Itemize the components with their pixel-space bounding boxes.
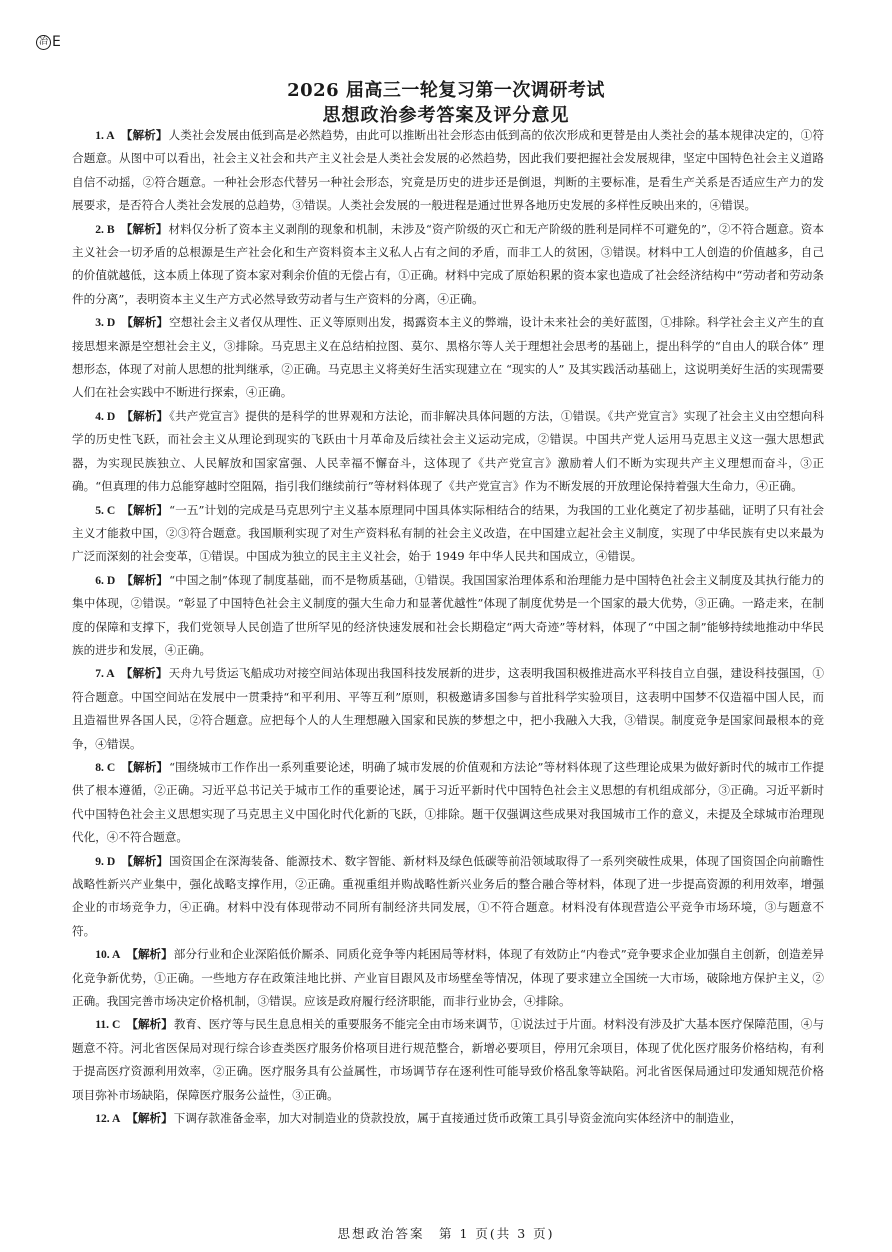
answer-item [72, 1013, 824, 1107]
analysis-text: “一五”计划的完成是马克思列宁主义基本原理同中国具体实际相结合的结果，为我国的工业化奠定了初步基础，证明了只有社会主义才能救中国，②③符合题意。我国顺利实现了对生产资料私有制的社会主义改造，在中国建立起社会主义制度，实现了中华民族有史以来最为广泛而深刻的社会变革，①错误。中国成为独立的民主主义社会，始于 1949 年中华人民共和国成立，④错误。 [72, 502, 825, 564]
analysis-text: “围绕城市工作作出一系列重要论述，明确了城市发展的价值观和方法论”等材料体现了这些理论成果为做好新时代的城市工作提供了根本遵循，②正确。习近平总书记关于城市工作的重要论述，属于习近平新时代中国特色社会主义思想的有机组成部分，③正确。习近平新时代中国特色社会主义思想实现了马克思主义中国化时代化新的飞跃，①排除。题干仅强调这些成果对我国城市工作的意义，未提及全球城市治理现代化，④不符合题意。 [72, 759, 825, 845]
answer-letter: B [106, 222, 115, 236]
answer-item [72, 850, 824, 944]
question-number: 11. [95, 1018, 112, 1032]
answer-letter: C [106, 503, 116, 517]
answer-item [72, 311, 824, 405]
answer-item [72, 218, 824, 312]
answer-letter: D [106, 316, 116, 330]
analysis-tag: 【解析】 [121, 502, 169, 517]
analysis-text: 空想社会主义者仅从理性、正义等原则出发，揭露资本主义的弊端，设计未来社会的美好蓝图，①排除。科学社会主义产生的直接思想来源是空想社会主义，③排除。马克思主义在总结柏拉图、莫尔、黑格尔等人关于理想社会思考的基础上，提出科学的“自由人的联合体” 理想形态，体现了对前人思想的批判继承，②正确。马克思主义将美好生活实现建立在 “现实的人” 及其实践活动基础上，这说明美好生活的实现需要人们在社会实践中不断进行探索，④正确。 [72, 315, 824, 400]
answer-item [72, 569, 824, 663]
answer-item [72, 124, 824, 218]
analysis-tag: 【解析】 [121, 759, 169, 774]
analysis-text: 天舟九号货运飞船成功对接空间站体现出我国科技发展新的进步，这表明我国积极推进高水平科技自立自强，建设科技强国，①符合题意。中国空间站在发展中一贯秉持“和平利用、平等互利”原则，积极邀请多国参与首批科学实验项目，这表明中国梦不仅造福中国人民，而且造福世界各国人民，②符合题意。应把每个人的人生理想融入国家和民族的梦想之中，把小我融入大我，③错误。制度竞争是国家间最根本的竞争，④错误。 [72, 666, 824, 751]
analysis-text: “中国之制”体现了制度基础，而不是物质基础，①错误。我国国家治理体系和治理能力是中国特色社会主义制度及其执行能力的集中体现，②错误。“彰显了中国特色社会主义制度的强大生命力和显著优越性”体现了制度优势是一个国家的最大优势，③正确。一路走来，在制度的保障和支撑下，我们党领导人民创造了世所罕见的经济快速发展和社会长期稳定“两大奇迹”等材料，体现了“中国之制”能够持续地推动中华民族的进步和发展，④正确。 [72, 572, 825, 657]
analysis-text: 部分行业和企业深陷低价厮杀、同质化竞争等内耗困局等材料，体现了有效防止“内卷式”竞争要求企业加强自主创新，创造差异化竞争新优势，①正确。一些地方存在政策洼地比拼、产业盲目跟风及市场壁垒等情况，体现了要求建立全国统一大市场，破除地方保护主义，②正确。我国完善市场决定价格机制，③错误。应该是政府履行经济职能，而非行业协会，④排除。 [72, 947, 824, 1009]
question-number: 9. [95, 854, 107, 868]
answer-letter: C [106, 760, 116, 774]
question-number: 4. [95, 409, 107, 423]
answer-item [72, 943, 824, 1013]
answer-letter: C [111, 1018, 121, 1032]
answer-item [72, 405, 824, 499]
answer-item [72, 662, 824, 756]
page-footer: 思想政治答案 第 1 页(共 3 页) [337, 1226, 555, 1241]
question-number: 8. [95, 760, 107, 774]
analysis-text: 下调存款准备金率，加大对制造业的贷款投放，属于直接通过货币政策工具引导资金流向实体经济中的制造业， [173, 1111, 742, 1126]
analysis-tag: 【解析】 [126, 1111, 173, 1126]
question-number: 12. [95, 1112, 112, 1126]
corner-letter: E [52, 34, 61, 50]
answer-letter: D [106, 409, 116, 423]
analysis-text: 人类社会发展由低到高是必然趋势，由此可以推断出社会形态由低到高的依次形成和更替是由人类社会的基本规律决定的，①符合题意。从图中可以看出，社会主义社会和共产主义社会是人类社会发展的必然趋势，因此我们要把握社会发展规律，坚定中国特色社会主义道路自信不动摇，②符合题意。一种社会形态代替另一种社会形态，究竟是历史的进步还是倒退，判断的主要标准，是看生产关系是否适应生产力的发展要求，是否符合人类社会发展的总趋势，③错误。人类社会发展的一般进程是通过世界各地历史发展的多样性反映出来的，④错误。 [72, 128, 824, 213]
analysis-tag: 【解析】 [120, 128, 168, 142]
answer-list [72, 124, 824, 1130]
answer-letter: A [106, 667, 115, 681]
analysis-tag: 【解析】 [121, 408, 169, 423]
answer-title: 思想政治参考答案及评分意见 [322, 105, 570, 126]
answer-letter: D [106, 854, 116, 868]
analysis-text: 教育、医疗等与民生息息相关的重要服务不能完全由市场来调节，①说法过于片面。材料没有涉及扩大基本医疗保障范围，④与题意不符。河北省医保局对现行综合诊查类医疗服务价格项目进行规范整合，新增必要项目，停用冗余项目，体现了优化医疗服务价格结构，有利于提高医疗资源利用效率，②正确。医疗服务具有公益属性，市场调节存在逐利性可能导致价格乱象等缺陷。河北省医保局通过印发通知规范价格项目弥补市场缺陷，保障医疗服务公益性，③正确。 [72, 1017, 824, 1102]
circled-char: 冶 [36, 35, 51, 50]
question-number: 1. [95, 129, 107, 142]
answer-item [72, 499, 824, 569]
question-number: 7. [95, 667, 107, 681]
analysis-tag: 【解析】 [126, 1017, 173, 1032]
answer-item [72, 756, 824, 850]
analysis-tag: 【解析】 [121, 315, 169, 330]
analysis-tag: 【解析】 [121, 572, 169, 587]
answer-letter: A [106, 129, 115, 142]
analysis-text: 《共产党宣言》提供的是科学的世界观和方法论，而非解决具体问题的方法，①错误。《共产党宣言》实现了社会主义由空想向科学的历史性飞跃，而社会主义从理论到现实的飞跃由十月革命及后续社会主义运动完成，②错误。中国共产党人运用马克思主义这一强大思想武器，为实现民族独立、人民解放和国家富强、人民幸福不懈奋斗，这体现了《共产党宣言》激励着人们不断为实现共产主义理想而奋斗，③正确。“但真理的伟力总能穿越时空阻隔，指引我们继续前行”等材料体现了《共产党宣言》作为不断发展的开放理论保持着强大生命力，④正确。 [72, 408, 825, 494]
analysis-tag: 【解析】 [120, 221, 168, 236]
analysis-tag: 【解析】 [121, 853, 169, 868]
question-number: 2. [95, 222, 107, 236]
corner-mark [36, 34, 61, 50]
analysis-text: 材料仅分析了资本主义剥削的现象和机制，未涉及“资产阶级的灭亡和无产阶级的胜利是同样不可避免的”，②不符合题意。资本主义社会一切矛盾的总根源是生产社会化和生产资料资本主义私人占有之间的矛盾，而非工人的贫困，③错误。材料中工人创造的价值越多，自己的价值就越低，这本质上体现了资本家对剩余价值的无偿占有，①正确。材料中完成了原始积累的资本家也造成了社会经济结构中“劳动者和劳动条件的分离”，表明资本主义生产方式必然导致劳动者与生产资料的分离，④正确。 [72, 221, 824, 306]
analysis-tag: 【解析】 [126, 947, 173, 962]
answer-item [72, 1107, 824, 1130]
question-number: 10. [95, 948, 112, 962]
answer-letter: A [111, 948, 121, 962]
question-number: 5. [95, 503, 107, 517]
analysis-text: 国资国企在深海装备、能源技术、数字智能、新材料及绿色低碳等前沿领域取得了一系列突破性成果，体现了国资国企向前瞻性战略性新兴产业集中，强化战略支撑作用，②正确。重视重组并购战略性新兴业务后的整合融合等材料，体现了进一步提高资源的利用效率，增强企业的市场竞争力，④正确。材料中没有体现带动不同所有制经济共同发展，①不符合题意。材料没有体现营造公平竞争市场环境，③与题意不符。 [72, 853, 824, 938]
exam-title: 2026 届高三一轮复习第一次调研考试 [287, 80, 605, 101]
question-number: 3. [95, 316, 107, 330]
analysis-tag: 【解析】 [120, 666, 168, 681]
answer-letter: A [111, 1112, 121, 1126]
answer-letter: D [106, 573, 116, 587]
question-number: 6. [95, 573, 107, 587]
